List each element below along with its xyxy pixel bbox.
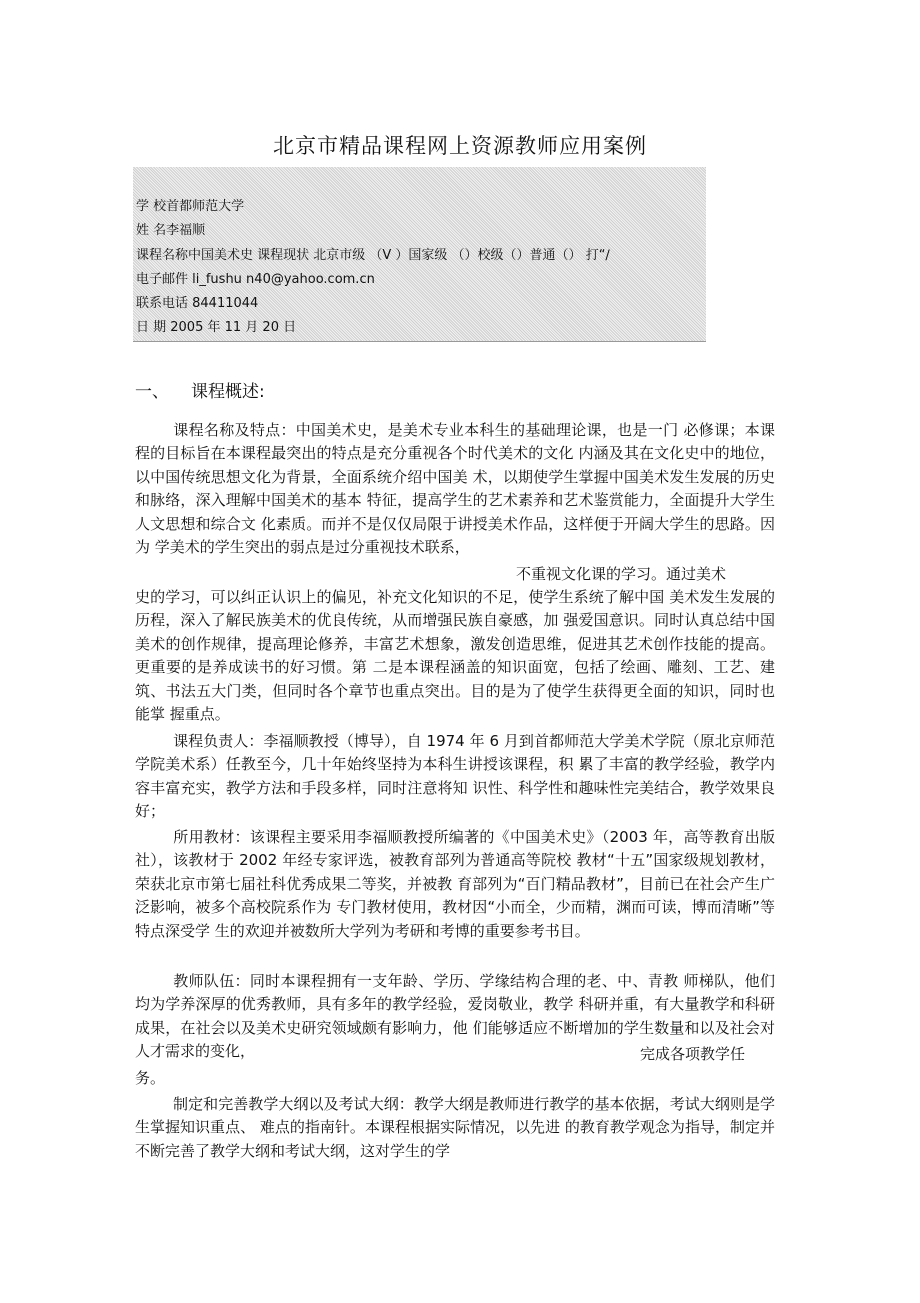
paragraph-textbook: 所用教材：该课程主要采用李福顺教授所编著的《中国美术史》（2003 年，高等教育出版社），该教材于 2002 年经专家评选，被教育部列为普通高等院校 教材“十五”国家级规划教材，荣获北京市第七届社科优秀成果二等奖，并被教 育部列为“百门精品教材”，目前已在社会产生广泛影响，被多个高校院系作为 专门教材使用，教材因“小而全，少而精，渊而可读，博而清晰”等特点深受学 生的欢迎并被数所大学列为考研和考博的重要参考书目。	[135, 828, 775, 940]
info-name: 姓 名李福顺	[136, 223, 206, 238]
document-title: 北京市精品课程网上资源教师应用案例	[273, 134, 647, 158]
paragraph-fragment-gap: 不重视文化课的学习。通过美术	[516, 565, 727, 583]
paragraph-teachers: 教师队伍：同时本课程拥有一支年龄、学历、学缘结构合理的老、中、青教 师梯队，他们均为学养深厚的优秀教师，具有多年的教学经验，爱岗敬业，教学 科研并重，有大量教学和科研成果，在社会以及美术史研究领域颇有影响力，他 们能够适应不断增加的学生数量和以及社会对人才需求的变化，	[135, 972, 775, 1061]
section-title: 课程概述:	[191, 382, 265, 402]
paragraph-teachers-tail: 完成各项教学任	[640, 1045, 746, 1063]
paragraph-teachers-end: 务。	[135, 1069, 166, 1087]
info-box	[133, 167, 706, 342]
info-school: 学 校首都师范大学	[136, 199, 245, 214]
info-phone: 联系电话 84411044	[136, 296, 259, 311]
paragraph-course-features: 课程名称及特点：中国美术史，是美术专业本科生的基础理论课，也是一门 必修课；本课程的目标旨在本课程最突出的特点是充分重视各个时代美术的文化 内涵及其在文化史中的地位，以中国传统思想文化为背景，全面系统介绍中国美 术，以期使学生掌握中国美术发生发展的历史和脉络，深入理解中国美术的基本 特征，提高学生的艺术素养和艺术鉴赏能力，全面提升大学生人文思想和综合文 化素质。而并不是仅仅局限于讲授美术作品，这样便于开阔大学生的思路。因为 学美术的学生突出的弱点是过分重视技术联系，	[135, 421, 775, 557]
info-email: 电子邮件 li_fushu n40@yahoo.com.cn	[136, 272, 375, 287]
paragraph-syllabus: 制定和完善教学大纲以及考试大纲：教学大纲是教师进行教学的基本依据，考试大纲则是学生掌握知识重点、 难点的指南针。本课程根据实际情况，以先进 的教育教学观念为指导，制定并不断完善了教学大纲和考试大纲，这对学生的学	[135, 1095, 775, 1160]
section-heading	[135, 380, 265, 404]
info-course: 课程名称中国美术史 课程现状 北京市级 （V ）国家级 （）校级（）普通（） 打“∕	[136, 248, 610, 263]
info-date: 日 期 2005 年 11 月 20 日	[136, 320, 297, 335]
paragraph-course-continued: 史的学习，可以纠正认识上的偏见，补充文化知识的不足，使学生系统了解中国 美术发生发展的历程，深入了解民族美术的优良传统，从而增强民族自豪感，加 强爱国意识。同时认真总结中国美术的创作规律，提高理论修养，丰富艺术想象，激发创造思维，促进其艺术创作技能的提高。更重要的是养成读书的好习惯。第 二是本课程涵盖的知识面宽，包括了绘画、雕刻、工艺、建筑、书法五大门类，但同时各个章节也重点突出。目的是为了使学生获得更全面的知识，同时也能掌 握重点。	[135, 588, 775, 724]
section-number: 一、	[135, 382, 169, 402]
paragraph-course-leader: 课程负责人：李福顺教授（博导），自 1974 年 6 月到首都师范大学美术学院（原北京师范学院美术系）任教至今，几十年始终坚持为本科生讲授该课程，积 累了丰富的教学经验，教学内容丰富充实，教学方法和手段多样，同时注意将知 识性、科学性和趣味性完美结合，教学效果良好；	[135, 732, 775, 821]
